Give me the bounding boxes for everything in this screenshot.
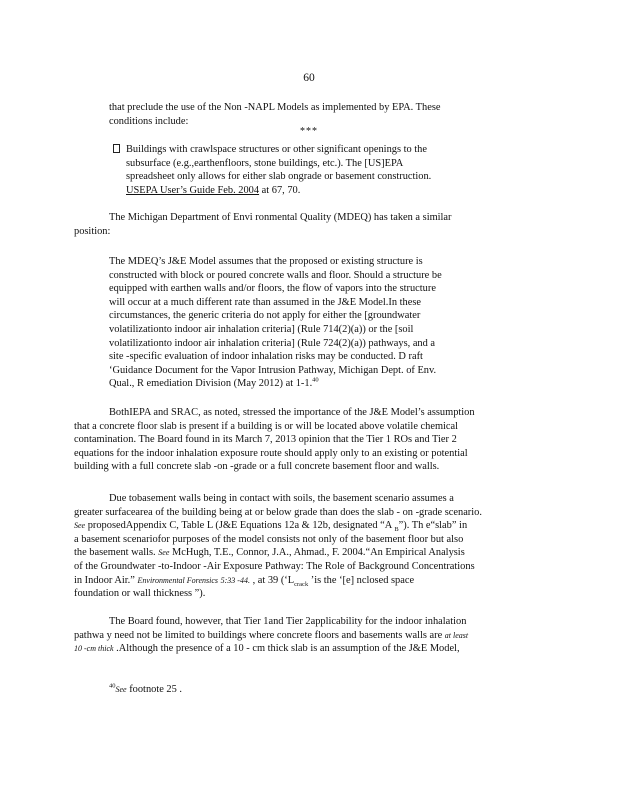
- journal-pages: 5:33 -44.: [220, 575, 250, 585]
- footnote-text: footnote 25 .: [126, 684, 183, 695]
- text-line: The Board found, however, that Tier 1and Tier 2applicability for the indoor inhalation: [109, 616, 467, 627]
- text-segment: ’is the ‘[e] nclosed space: [308, 574, 415, 586]
- paragraph-4: [74, 492, 482, 601]
- text-line: ‘Guidance Document for the Vapor Intrusion Pathway, Michigan Dept. of Env.: [109, 364, 437, 376]
- text-segment: McHugh, T.E., Connor, J.A., Ahmad., F. 2004.“An Empirical Analysis: [169, 547, 465, 559]
- footnote-number: 40: [109, 682, 116, 690]
- text-line: The Michigan Department of Envi ronmental Quality (MDEQ) has taken a similar: [109, 212, 452, 223]
- text-line: building with a full concrete slab -on -grade or a full concrete basement floor and walls.: [74, 461, 440, 473]
- text-line: site -specific evaluation of indoor inhalation risks may be conducted. D raft: [109, 351, 423, 363]
- paragraph-3: [74, 406, 475, 474]
- subscript: B: [394, 526, 399, 534]
- text-line: greater surfacearea of the building being at or below grade than does the slab - on -grade scenario.: [74, 506, 482, 518]
- footnote-reference: 40: [312, 376, 319, 384]
- subscript: crack: [294, 580, 309, 588]
- text-line: equipped with earthen walls and/or floors, the flow of vapors into the structure: [109, 283, 436, 295]
- text-line: equations for the indoor inhalation exposure route should apply only to an existing or potential: [74, 447, 468, 459]
- text-line: circumstances, the generic criteria do not apply for either the [groundwater: [109, 310, 421, 322]
- citation-underlined: USEPA User’s Guide Feb. 2004: [126, 184, 260, 196]
- bullet-item: [126, 143, 431, 197]
- page-number: 60: [303, 72, 315, 84]
- quote-last-text: Qual., R emediation Division (May 2012) at 1-1.: [109, 378, 313, 390]
- text-line: subsurface (e.g.,earthenfloors, stone buildings, etc.). The [US]EPA: [126, 157, 404, 169]
- see-signal: See: [74, 521, 86, 531]
- text-line: that a concrete floor slab is present if a building is or will be located above volatile chemical: [74, 420, 459, 432]
- text-line: [74, 519, 482, 533]
- section-separator: ***: [300, 126, 318, 137]
- text-line: [109, 377, 442, 391]
- see-signal: See: [158, 548, 170, 558]
- bullet-box-icon: [113, 144, 120, 153]
- text-line: will occur at a much different rate than assumed in the J&E Model.In these: [109, 296, 422, 308]
- italic-phrase: at least: [444, 630, 469, 640]
- text-segment: , at 39 (‘L: [249, 574, 295, 586]
- text-line: Due tobasement walls being in contact with soils, the basement scenario assumes a: [109, 493, 454, 504]
- paragraph-1: [109, 101, 440, 128]
- footnote: [109, 684, 182, 695]
- text-line: The MDEQ’s J&E Model assumes that the proposed or existing structure is: [109, 256, 423, 267]
- text-line: [126, 184, 431, 198]
- text-line: [74, 574, 482, 588]
- text-line: a basement scenariofor purposes of the model consists not only of the basement floor but also: [74, 533, 464, 545]
- text-line: volatilizationto indoor air inhalation criteria] (Rule 724(2)(a)) pathways, and a: [109, 337, 436, 349]
- text-line: position:: [74, 225, 111, 237]
- text-line: spreadsheet only allows for either slab ongrade or basement construction.: [126, 171, 432, 183]
- text-segment: proposedAppendix C, Table L (J&E Equations 12a & 12b, designated “A: [85, 520, 395, 532]
- text-line: conditions include:: [109, 115, 189, 127]
- paragraph-5: [74, 615, 468, 656]
- text-line: foundation or wall thickness ”).: [74, 588, 206, 600]
- text-segment: the basement walls.: [74, 547, 156, 559]
- paragraph-2: [74, 211, 452, 238]
- text-line: [74, 546, 482, 560]
- text-segment: ”). Th e“slab” in: [398, 520, 468, 532]
- text-line: [74, 642, 468, 656]
- text-segment: pathwa y need not be limited to buildings where concrete floors and basements walls are: [74, 629, 443, 641]
- citation-pages: at 67, 70.: [259, 184, 301, 196]
- text-line: Buildings with crawlspace structures or other significant openings to the: [126, 144, 427, 155]
- text-segment: .Although the presence of a 10 - cm thick slab is an assumption of the J&E Model,: [113, 643, 460, 655]
- block-quote: [109, 255, 442, 391]
- text-line: contamination. The Board found in its March 7, 2013 opinion that the Tier 1 ROs and Tier 2: [74, 434, 457, 446]
- text-line: BothIEPA and SRAC, as noted, stressed the importance of the J&E Model’s assumption: [109, 407, 475, 418]
- text-line: volatilizationto indoor air inhalation criteria] (Rule 714(2)(a)) or the [soil: [109, 323, 414, 335]
- text-line: that preclude the use of the Non -NAPL Models as implemented by EPA. These: [109, 102, 441, 113]
- text-line: [74, 629, 468, 643]
- text-line: of the Groundwater -to-Indoor -Air Exposure Pathway: The Role of Background Concentrations: [74, 560, 475, 572]
- journal-title: Environmental Forensics: [137, 575, 219, 585]
- text-segment: in Indoor Air.”: [74, 574, 135, 586]
- see-signal: See: [115, 685, 127, 694]
- text-line: constructed with block or poured concrete walls and floor. Should a structure be: [109, 269, 442, 281]
- italic-phrase: 10 -cm thick: [74, 644, 114, 654]
